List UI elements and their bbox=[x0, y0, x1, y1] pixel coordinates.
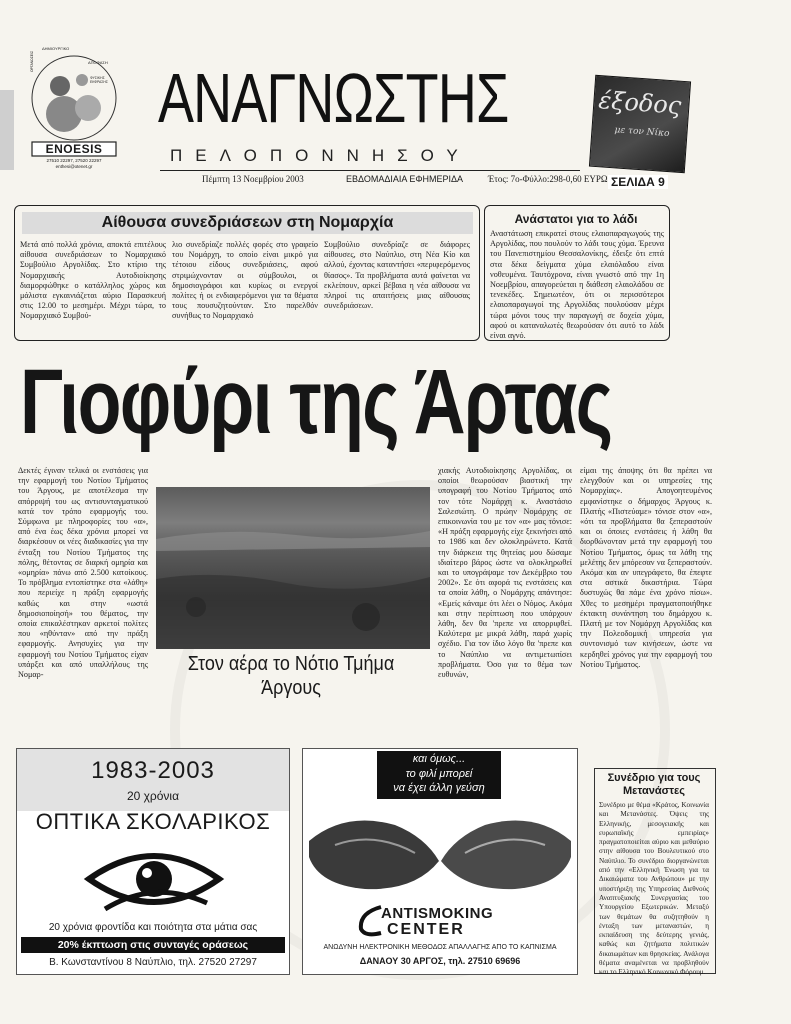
article-oil-body: Αναστάτωση επικρατεί στους ελαιοπαραγωγούς της Αργολίδας, που πουλούν το λάδι τους χύμα. Έρευνα του Πανεπιστημίου Θεσσαλονίκης, έδειξε ότι επτά στα δέκα δείγματα χύμα ελαιόλαδου είναι νοθευμένα. Ταυτόχρονα, είναι γνωστό από την 1η Νοεμβρίου, απαγορεύεται η διάθεση ελαιολάδου σε τενεκέδες. Σημειωτέον, ότι οι περισσότεροι ελαιοπαραγωγοί της Αργολίδας πουλούσαν μέχρι τώρα μόνοι τους την παραγωγή σε δοχεία χύμα, αφού οι καταναλωτές θεωρούσαν ότι αυτό το λάδι είναι αγνό. bbox=[490, 229, 664, 341]
main-headline: Γιοφύρι της Άρτας bbox=[20, 351, 612, 453]
article-meeting-hall-col3: Συμβούλιο συνεδρίαζε σε διάφορες αίθουσες, στο Ναύπλιο, στη Νέα Κίο και αλλού, έχοντας καταντήσει «περιφερόμενος θίασος». Τα προβλήματα αυτά φαίνεται να εκλείπουν, αρκεί βέβαια η νέα αίθουσα να πληροί τις απαιτήσεις μιας αίθουσας συνεδριάσεων. bbox=[324, 240, 470, 311]
antismoking-tag-top: και όμως... bbox=[412, 753, 466, 765]
masthead-rule bbox=[160, 170, 580, 171]
article-oil-headline: Ανάστατοι για το λάδι bbox=[514, 212, 638, 226]
article-migrants-headline: Συνέδριο για τους Μετανάστες bbox=[607, 772, 701, 797]
antismoking-desc: ΑΝΩΔΥΝΗ ΗΛΕΚΤΡΟΝΙΚΗ ΜΕΘΟΔΟΣ ΑΠΑΛΛΑΓΗΣ ΑΠΟ ΤΟ ΚΑΠΝΙΣΜΑ bbox=[323, 944, 557, 951]
photo-caption: Στον αέρα το Νότιο Τμήμα Άργους bbox=[187, 653, 395, 699]
optics-ad[interactable] bbox=[16, 748, 290, 975]
masthead-weekly: ΕΒΔΟΜΑΔΙΑΙΑ ΕΦΗΜΕΡΙΔΑ bbox=[346, 174, 464, 184]
optics-ad-discount: 20% έκπτωση στις συνταγές οράσεως bbox=[57, 939, 249, 951]
article-meeting-hall-col2: λιο συνεδρίαζε πολλές φορές στο γραφείο του Νομάρχη, το οποίο είναι μικρό για τέτοιου είδους συνεδριάσεις, αφού στριμώχνονταν οι σύμβουλοι, οι δημοσιογράφοι και κυρίως οι ενεργοί πολίτες ή οι ενδιαφερόμενοι για τα θέματα τους πουσυζητούνταν. Στο παρελθόν συνήθως το Νομαρχιακό bbox=[172, 240, 318, 321]
promo-word: έξοδος bbox=[597, 86, 683, 120]
article-meeting-hall-headline bbox=[22, 212, 473, 234]
main-photo bbox=[156, 487, 430, 649]
logo-contact: 27510 22297, 27520 22297 bbox=[46, 158, 102, 163]
left-margin-strip bbox=[0, 90, 14, 170]
logo-email: enthesi@otenet.gr bbox=[55, 164, 93, 169]
antismoking-tag-bot: να έχει άλλη γεύση bbox=[393, 782, 485, 794]
article-migrants-body: Συνέδριο με θέμα «Κράτος, Κοινωνία και Μετανάστες. Όψεις της Ελληνικής, μεσογειακής και ευρωπαϊκής εμπειρίας» πραγματοποιείται αύριο και μεθαύριο στην αίθουσα του Βουλευτικού στο Ναύπλιο. Το συνέδριο διοργανώνεται από την «Ελληνική Ένωση για τα Δικαιώματα του Ανθρώπου» με την υποστήριξη της Υπηρεσίας Διεθνούς Αναπτυξιακής Συνεργασίας του Υπουργείου Εξωτερικών. Μεταξύ των θεμάτων θα συζητηθούν η ένταξη των μεταναστών, η εκπαίδευση της δεύτερης γενιάς, καθώς και ζητήματα πολιτικών δικαιωμάτων και θρησκείας. Ανάλογα θέματα αναμένεται να προβληθούν και το Ελληνικό Κοινωνικό Φόρουμ. bbox=[599, 801, 709, 977]
masthead-issue: Έτος: 7ο-Φύλλο:298-0,60 ΕΥΡΩ bbox=[488, 174, 608, 184]
logo-ring-text-2: ΑΠΟΦΑΣΗ bbox=[88, 60, 108, 65]
photo-city-texture bbox=[156, 487, 430, 649]
main-article-col1: Δεκτές έγιναν τελικά οι ενστάσεις για την εφαρμογή του Νοτίου Τμήματος του Άργους, με αποτέλεσμα την απόρριψή του ως αντισυνταγματικού κατά τον τρόπο εφαρμογής του. Σύμφωνα με πληροφορίες του «α», από ένα έως δέκα χρόνια μπορεί να διαρκέσουν οι νέες διαδικασίες για την ένταξη του Νοτίου Τμήματος της πόλης, θέτοντας σε διαρκή ομηρία και «ομηρία» πάνω από 2.500 κατοίκους. Το πρόβλημα εντοπίστηκε στα «λάθη» που περιείχε η πράξη εφαρμογής καθώς και στην «ωστά δημοσιοποίησή» του θέματος, την οποία επικαλέστηκαν αρκετοί πολίτες που «ηθύνταν» από την πράξη εφαρμογής. Ανησυχίες για την εφαρμογή του Νοτίου Τμήματος είχαν υπάρξει και από υπαλλήλους της Νομαρ- bbox=[18, 466, 148, 680]
main-article-col3: είμαι της άποψης ότι θα πρέπει να ελεγχθούν και οι υπηρεσίες της Νομαρχίας». Απογοητευμένος εμφανίστηκε ο δήμαρχος Άργους κ. Πλατής «Πιστεύαμε» τόνισε στον «α», «ότι τα προβλήματα θα ξεπεραστούν και οι όποιες ενστάσεις ή λάθη θα διορθώνονταν μετά την εφαρμογή του Νοτίου Τμήματος, όμως τα λάθη της μελέτης δεν μπόρεσαν να ξεπεραστούν. Ακόμα και αν υπεγράφετο, θα έπεφτε στα αστικά δικαστήρια. Τώρα δυστυχώς θα πάμε ένα χρόνο πίσω». Χθες το μεσημέρι πραγματοποιήθηκε έκτακτη συνάντηση του δημάρχου κ. Πλατή με τον Νομάρχη Αργολίδας και την Πολεοδομική υπηρεσία για συντονισμό των κινήσεων, ώστε να κερδηθεί χρόνος για την εφαρμογή του Νοτίου Τμήματος. bbox=[580, 466, 712, 669]
page-number: ΣΕΛΙΔΑ 9 bbox=[608, 175, 668, 189]
promo-sub: με τον Νίκο bbox=[614, 125, 670, 140]
promo-box[interactable] bbox=[589, 75, 691, 173]
optics-ad-slogan: 20 χρόνια φροντίδα και ποιότητα στα μάτια σας bbox=[48, 922, 258, 933]
optics-ad-years-sub: 20 χρόνια bbox=[126, 789, 180, 803]
antismoking-tag-mid: το φιλί μπορεί bbox=[405, 768, 473, 780]
antismoking-ad[interactable] bbox=[302, 748, 578, 975]
enoesis-logo bbox=[30, 46, 118, 172]
optics-ad-years: 1983-2003 bbox=[91, 757, 215, 784]
antismoking-addr: ΔΑΝΑΟΥ 30 ΑΡΓΟΣ, τηλ. 27510 69696 bbox=[359, 956, 521, 966]
antismoking-brand1: ANTISMOKING bbox=[381, 905, 494, 922]
logo-ring-text-3: ΦΥΣΙΚΗΣ ΕΚΦΡΑΣΗΣ bbox=[90, 76, 108, 84]
masthead-subtitle: ΠΕΛΟΠΟΝΝΗΣΟΥ bbox=[170, 146, 471, 165]
optics-ad-name: ΟΠΤΙΚΑ ΣΚΟΛΑΡΙΚΟΣ bbox=[35, 809, 271, 834]
article-meeting-hall-col1: Μετά από πολλά χρόνια, αποκτά επιτέλους αίθουσα συνεδριάσεων το Νομαρχιακό Συμβούλιο Αργολίδας. Στο κτίριο της Νομαρχιακής Αυτοδιοίκησης διαμορφώθηκε ο κατάλληλος χώρος και μάλιστα εγκαινιάζεται αύριο Παρασκευή στις 12.00 το μεσημέρι. Μέχρι τώρα, το Νομαρχιακό Συμβού- bbox=[20, 240, 166, 321]
eye-icon bbox=[79, 839, 229, 919]
logo-ring-text-1: ΔΗΜΙΟΥΡΓΙΚΟ bbox=[42, 46, 70, 51]
masthead-date: Πέμπτη 13 Νοεμβρίου 2003 bbox=[202, 174, 304, 184]
article-meeting-hall-headline-text: Αίθουσα συνεδριάσεων στη Νομαρχία bbox=[101, 214, 394, 231]
main-article-col2: χιακής Αυτοδιοίκησης Αργολίδας, οι οποίοι θεωρούσαν βιαστική την υπογραφή του Νοτίου Τμήματος από τον τότε Νομάρχη κ. Αναστάσιο Σαλεσιώτη. Ο πρώην Νομάρχης σε επικοινωνία του με τον «α» μας τόνισε: «Η πράξη εφαρμογής είχε ξεκινήσει από το 1986 και δεν ολοκληρώνετο. Κατά την διάρκεια της θητείας μου δώσαμε ιδιαίτερο βάρος ώστε να ολοκληρωθεί και το υπογράψαμε τον Δεκέμβριο του 2002». Σε ότι αφορά τις ενστάσεις και τα οποία λάθη, ο Νομάρχης απάντησε: «Εμείς κάναμε ότι λέει ο Νόμος. Ακόμα και στην περίπτωση που υπάρχουν λάθη, δεν θα 'πρεπε να απορριφθεί. Καλύτερα με μικρά λάθη, παρά χωρίς σχέδιο. Για τον ίδιο λόγο θα 'πρεπε και το Ναύπλιο να αντιμετωπίσει προβλήματα. Όσο για το θέμα των ευθυνών, bbox=[438, 466, 572, 680]
logo-ring-text-4: ΟΡΓΑΝΩΣΕΙΣ bbox=[30, 50, 34, 72]
masthead-title: ΑΝΑΓΝΩΣΤΗΣ bbox=[158, 59, 509, 137]
optics-ad-address: Β. Κωνσταντίνου 8 Ναύπλιο, τηλ. 27520 27297 bbox=[49, 957, 257, 968]
kissing-ashtrays-illustration bbox=[305, 801, 575, 901]
antismoking-brand2: CENTER bbox=[387, 921, 465, 938]
logo-name: ENOESIS bbox=[45, 142, 103, 156]
